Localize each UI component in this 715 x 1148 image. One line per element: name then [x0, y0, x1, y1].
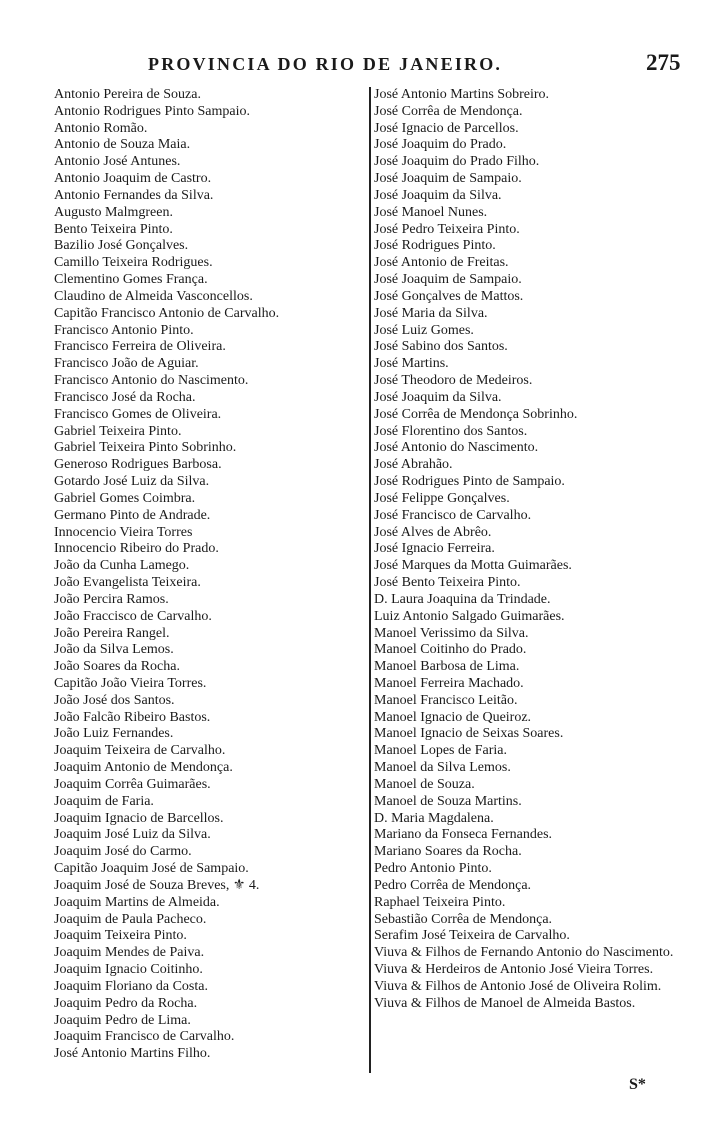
- name-entry: Bento Teixeira Pinto.: [54, 221, 173, 237]
- name-entry: Sebastião Corrêa de Mendonça.: [374, 911, 553, 927]
- name-entry: Manoel Ignacio de Queiroz.: [374, 709, 532, 725]
- name-entry: José Joaquim do Prado Filho.: [374, 154, 540, 170]
- name-entry: José Joaquim do Prado.: [374, 137, 507, 153]
- name-entry: José Manoel Nunes.: [374, 204, 488, 220]
- name-entry: Pedro Corrêa de Mendonça.: [374, 877, 532, 893]
- name-entry: José Joaquim de Sampaio.: [374, 272, 522, 288]
- name-entry: João Evangelista Teixeira.: [54, 575, 201, 591]
- name-entry: Joaquim Francisco de Carvalho.: [54, 1029, 235, 1045]
- name-entry: José Abrahão.: [374, 457, 453, 473]
- name-entry: José Joaquim da Silva.: [374, 187, 502, 203]
- name-entry: José Joaquim de Sampaio.: [374, 171, 522, 187]
- name-entry: José Marques da Motta Guimarães.: [374, 558, 572, 574]
- name-entry: José Rodrigues Pinto de Sampaio.: [374, 474, 565, 490]
- name-entry: Manoel Barbosa de Lima.: [374, 659, 520, 675]
- name-entry: José Joaquim da Silva.: [374, 389, 502, 405]
- name-entry: Joaquim de Paula Pacheco.: [54, 911, 207, 927]
- name-entry: Viuva & Filhos de Fernando Antonio do Nascimento.: [374, 945, 674, 961]
- name-entry: Antonio Romão.: [54, 120, 148, 136]
- page-number: 275: [646, 50, 681, 75]
- name-entry: Francisco João de Aguiar.: [54, 356, 199, 372]
- name-entry: Antonio Pereira de Souza.: [54, 87, 201, 102]
- name-entry: Gotardo José Luiz da Silva.: [54, 474, 210, 490]
- name-entry: José Bento Teixeira Pinto.: [374, 575, 521, 591]
- name-entry: D. Laura Joaquina da Trindade.: [374, 591, 551, 607]
- name-entry: Pedro Antonio Pinto.: [374, 861, 492, 877]
- name-entry: João Percira Ramos.: [54, 591, 169, 607]
- left-name-column: [54, 87, 360, 1063]
- name-entry: João Pereira Rangel.: [54, 625, 170, 641]
- name-entry: Manoel Verissimo da Silva.: [374, 625, 529, 641]
- name-entry: José Ignacio Ferreira.: [374, 541, 495, 557]
- name-entry: João Soares da Rocha.: [54, 659, 180, 675]
- name-entry: Raphael Teixeira Pinto.: [374, 894, 506, 910]
- name-entry: Joaquim Mendes de Paiva.: [54, 945, 205, 961]
- name-entry: Claudino de Almeida Vasconcellos.: [54, 288, 253, 304]
- name-entry: Manoel Coitinho do Prado.: [374, 642, 527, 658]
- name-entry: Joaquim Teixeira de Carvalho.: [54, 743, 226, 759]
- name-entry: José Gonçalves de Mattos.: [374, 288, 524, 304]
- name-entry: Joaquim Ignacio Coitinho.: [54, 962, 203, 978]
- name-entry: José Martins.: [374, 356, 449, 372]
- name-entry: Mariano da Fonseca Fernandes.: [374, 827, 553, 843]
- name-entry: Viuva & Herdeiros de Antonio José Vieira Torres.: [374, 962, 654, 978]
- name-entry: Serafim José Teixeira de Carvalho.: [374, 928, 570, 944]
- name-entry: Francisco Antonio do Nascimento.: [54, 373, 249, 389]
- name-entry: Camillo Teixeira Rodrigues.: [54, 255, 213, 271]
- name-entry: José Antonio do Nascimento.: [374, 440, 539, 456]
- name-entry: Capitão Francisco Antonio de Carvalho.: [54, 305, 280, 321]
- name-entry: Joaquim José Luiz da Silva.: [54, 827, 211, 843]
- name-entry: Antonio Rodrigues Pinto Sampaio.: [54, 103, 250, 119]
- name-entry: Francisco José da Rocha.: [54, 389, 196, 405]
- name-entry: Joaquim de Faria.: [54, 793, 154, 809]
- name-entry: Manoel Ignacio de Seixas Soares.: [374, 726, 564, 742]
- name-entry: Joaquim Corrêa Guimarães.: [54, 776, 211, 792]
- name-entry: Francisco Gomes de Oliveira.: [54, 406, 222, 422]
- page-header: [0, 50, 715, 80]
- name-entry: Antonio Fernandes da Silva.: [54, 187, 214, 203]
- name-entry: José Corrêa de Mendonça.: [374, 103, 523, 119]
- name-entry: Augusto Malmgreen.: [54, 204, 173, 220]
- name-entry: José Sabino dos Santos.: [374, 339, 508, 355]
- name-entry: Manoel Francisco Leitão.: [374, 692, 518, 708]
- name-entry: Gabriel Teixeira Pinto Sobrinho.: [54, 440, 237, 456]
- name-entry: Joaquim Ignacio de Barcellos.: [54, 810, 224, 826]
- name-entry: Clementino Gomes França.: [54, 272, 208, 288]
- name-entry: Manoel Lopes de Faria.: [374, 743, 507, 759]
- name-entry: José Rodrigues Pinto.: [374, 238, 496, 254]
- name-entry: João Luiz Fernandes.: [54, 726, 174, 742]
- name-entry: Innocencio Ribeiro do Prado.: [54, 541, 219, 557]
- right-name-column: [374, 87, 706, 1013]
- name-entry: José Felippe Gonçalves.: [374, 490, 510, 506]
- name-entry: Capitão João Vieira Torres.: [54, 675, 207, 691]
- name-entry: Mariano Soares da Rocha.: [374, 844, 522, 860]
- signature-mark: S*: [629, 1076, 646, 1093]
- name-entry: D. Maria Magdalena.: [374, 810, 494, 826]
- name-entry: José Luiz Gomes.: [374, 322, 474, 338]
- name-entry: Manoel da Silva Lemos.: [374, 760, 511, 776]
- name-entry: João da Silva Lemos.: [54, 642, 174, 658]
- name-entry: Gabriel Gomes Coimbra.: [54, 490, 196, 506]
- name-entry: Manoel de Souza.: [374, 776, 475, 792]
- name-entry: José Ignacio de Parcellos.: [374, 120, 519, 136]
- page-title: PROVINCIA DO RIO DE JANEIRO.: [148, 54, 503, 74]
- column-divider: [369, 87, 371, 1073]
- name-entry: João Falcão Ribeiro Bastos.: [54, 709, 211, 725]
- name-entry: José Corrêa de Mendonça Sobrinho.: [374, 406, 578, 422]
- name-entry: José Antonio de Freitas.: [374, 255, 509, 271]
- name-entry: José Maria da Silva.: [374, 305, 488, 321]
- name-entry: Manoel de Souza Martins.: [374, 793, 522, 809]
- name-entry: Joaquim Antonio de Mendonça.: [54, 760, 233, 776]
- name-entry: Joaquim Teixeira Pinto.: [54, 928, 187, 944]
- name-entry: Bazilio José Gonçalves.: [54, 238, 189, 254]
- name-entry: José Pedro Teixeira Pinto.: [374, 221, 520, 237]
- name-entry: Francisco Ferreira de Oliveira.: [54, 339, 226, 355]
- name-entry: Joaquim Martins de Almeida.: [54, 894, 220, 910]
- name-entry: Joaquim Pedro de Lima.: [54, 1012, 191, 1028]
- name-entry: José Alves de Abrêo.: [374, 524, 492, 540]
- name-entry: José Antonio Martins Sobreiro.: [374, 87, 549, 102]
- name-entry: Viuva & Filhos de Manoel de Almeida Bastos.: [374, 995, 636, 1011]
- name-entry: Viuva & Filhos de Antonio José de Oliveira Rolim.: [374, 978, 662, 994]
- name-entry: Joaquim Floriano da Costa.: [54, 978, 208, 994]
- name-entry: José Francisco de Carvalho.: [374, 507, 532, 523]
- name-entry: Joaquim Pedro da Rocha.: [54, 995, 198, 1011]
- name-entry: Luiz Antonio Salgado Guimarães.: [374, 608, 565, 624]
- name-entry: Manoel Ferreira Machado.: [374, 675, 524, 691]
- name-entry: José Florentino dos Santos.: [374, 423, 528, 439]
- name-entry: João José dos Santos.: [54, 692, 175, 708]
- name-entry: Francisco Antonio Pinto.: [54, 322, 194, 338]
- name-entry: Generoso Rodrigues Barbosa.: [54, 457, 222, 473]
- name-entry: Joaquim José de Souza Breves, ⚜ 4.: [54, 877, 260, 893]
- name-entry: José Antonio Martins Filho.: [54, 1046, 211, 1062]
- name-entry: João Fraccisco de Carvalho.: [54, 608, 212, 624]
- name-entry: Capitão Joaquim José de Sampaio.: [54, 861, 249, 877]
- name-entry: Germano Pinto de Andrade.: [54, 507, 211, 523]
- name-entry: Gabriel Teixeira Pinto.: [54, 423, 182, 439]
- name-entry: Joaquim José do Carmo.: [54, 844, 192, 860]
- name-entry: José Theodoro de Medeiros.: [374, 373, 533, 389]
- name-entry: Antonio Joaquim de Castro.: [54, 171, 212, 187]
- name-entry: Innocencio Vieira Torres: [54, 524, 193, 540]
- name-entry: Antonio de Souza Maia.: [54, 137, 191, 153]
- name-entry: Antonio José Antunes.: [54, 154, 181, 170]
- name-entry: João da Cunha Lamego.: [54, 558, 190, 574]
